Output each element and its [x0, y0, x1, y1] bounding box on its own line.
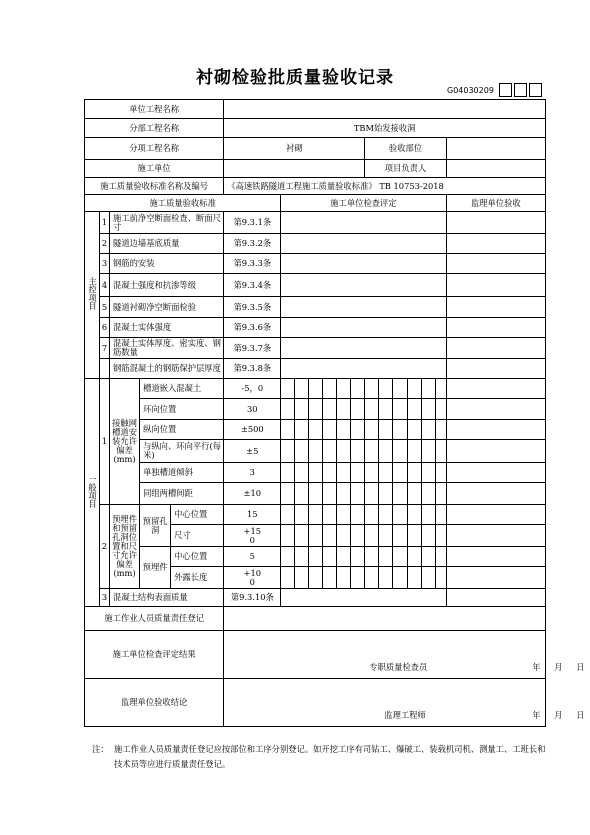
eval-cell[interactable] — [351, 547, 365, 567]
catenary-row-name: 纵向位置 — [140, 420, 224, 440]
form-code: G04030209 — [447, 86, 494, 95]
eval-cell[interactable] — [323, 483, 337, 505]
contractor-eval-label: 施工单位检查评定结果 — [85, 631, 224, 679]
eval-cell[interactable] — [393, 505, 407, 525]
eval-cell[interactable] — [421, 567, 435, 589]
code-box-2[interactable] — [514, 83, 527, 97]
embedded-row-name: 外露长度 — [171, 567, 224, 589]
eval-cell[interactable] — [421, 525, 435, 547]
eval-cell[interactable] — [421, 440, 435, 463]
main-item-ref: 第9.3.1条 — [224, 212, 281, 234]
main-item-name: 施工前净空断面检查、断面尺寸 — [110, 212, 224, 234]
eval-cell[interactable] — [393, 420, 407, 440]
main-item-accept[interactable] — [446, 274, 545, 297]
eval-cell[interactable] — [365, 420, 379, 440]
main-item-eval[interactable] — [281, 274, 446, 297]
main-item-ref: 第9.3.3条 — [224, 254, 281, 274]
main-item-eval[interactable] — [281, 254, 446, 274]
eval-cell[interactable] — [351, 399, 365, 420]
eval-cell[interactable] — [379, 547, 393, 567]
eval-cell[interactable] — [295, 463, 309, 483]
day-label: 日 — [576, 710, 585, 720]
eval-cell[interactable] — [421, 399, 435, 420]
main-item-accept[interactable] — [446, 338, 545, 359]
main-item-eval[interactable] — [281, 212, 446, 234]
month-label: 月 — [554, 662, 563, 672]
eval-cell[interactable] — [379, 420, 393, 440]
eval-cell[interactable] — [407, 547, 421, 567]
main-item-accept[interactable] — [446, 234, 545, 254]
eval-cell[interactable] — [435, 525, 446, 547]
main-item-name: 混凝土强度和抗渗等级 — [110, 274, 224, 297]
main-item-eval[interactable] — [281, 297, 446, 318]
construction-unit-label: 施工单位 — [85, 160, 224, 178]
embedded-row-name: 尺寸 — [171, 525, 224, 547]
code-box-3[interactable] — [529, 83, 542, 97]
footnote — [92, 742, 552, 772]
eval-cell[interactable] — [407, 463, 421, 483]
eval-cell[interactable] — [295, 420, 309, 440]
unit-project-label: 单位工程名称 — [85, 100, 224, 119]
eval-cell[interactable] — [379, 440, 393, 463]
accept-cell[interactable] — [446, 420, 545, 440]
embedded-parts-label: 预埋件和预留孔洞位置和尺寸允许偏差(mm) — [110, 505, 140, 589]
eval-cell[interactable] — [309, 567, 323, 589]
eval-cell[interactable] — [365, 567, 379, 589]
main-item-name: 钢筋的安装 — [110, 254, 224, 274]
embedded-part-label: 预埋件 — [140, 547, 171, 589]
eval-cell[interactable] — [379, 399, 393, 420]
eval-cell[interactable] — [393, 379, 407, 399]
main-item-no: 5 — [100, 297, 110, 318]
eval-cell[interactable] — [435, 440, 446, 463]
eval-cell[interactable] — [295, 547, 309, 567]
eval-cell[interactable] — [435, 379, 446, 399]
eval-cell[interactable] — [365, 525, 379, 547]
catenary-slot-label: 接触网槽道安装允许偏差(mm) — [110, 379, 140, 505]
eval-cell[interactable] — [309, 420, 323, 440]
main-item-ref: 第9.3.7条 — [224, 338, 281, 359]
accept-cell[interactable] — [446, 463, 545, 483]
main-item-name: 钢筋混凝土的钢筋保护层厚度 — [110, 359, 224, 379]
eval-cell[interactable] — [393, 399, 407, 420]
main-item-accept[interactable] — [446, 212, 545, 234]
eval-cell[interactable] — [281, 547, 295, 567]
main-item-eval[interactable] — [281, 318, 446, 338]
catenary-row-name: 与纵向、环向平行(每米) — [140, 440, 224, 463]
inspector-label: 专职质量检查员 — [369, 662, 428, 672]
main-item-eval[interactable] — [281, 234, 446, 254]
eval-cell[interactable] — [435, 505, 446, 525]
catenary-row-value: 3 — [224, 463, 281, 483]
construction-unit-value[interactable] — [224, 160, 365, 178]
eval-cell[interactable] — [351, 379, 365, 399]
eval-cell[interactable] — [337, 547, 351, 567]
eval-cell[interactable] — [281, 399, 295, 420]
eval-cell[interactable] — [379, 463, 393, 483]
eval-cell[interactable] — [351, 483, 365, 505]
eval-cell[interactable] — [365, 547, 379, 567]
eval-cell[interactable] — [337, 483, 351, 505]
main-item-name: 混凝土实体强度 — [110, 318, 224, 338]
eval-cell[interactable] — [295, 505, 309, 525]
catenary-row-name: 环向位置 — [140, 399, 224, 420]
eval-cell[interactable] — [337, 505, 351, 525]
main-item-accept[interactable] — [446, 254, 545, 274]
main-item-name: 隧道衬砌净空断面检验 — [110, 297, 224, 318]
general-item3-ref: 第9.3.10条 — [224, 589, 281, 607]
eval-cell[interactable] — [351, 463, 365, 483]
eval-cell[interactable] — [379, 567, 393, 589]
eval-cell[interactable] — [337, 463, 351, 483]
footnote-label: 注： — [92, 744, 109, 754]
eval-cell[interactable] — [365, 379, 379, 399]
main-item-no: 6 — [100, 318, 110, 338]
catenary-row-value: ±500 — [224, 420, 281, 440]
eval-cell[interactable] — [309, 379, 323, 399]
eval-cell[interactable] — [379, 525, 393, 547]
eval-cell[interactable] — [323, 399, 337, 420]
eval-cell[interactable] — [379, 505, 393, 525]
eval-cell[interactable] — [365, 399, 379, 420]
eval-cell[interactable] — [407, 420, 421, 440]
accept-cell[interactable] — [446, 483, 545, 505]
standard-label: 施工质量验收标准名称及编号 — [85, 178, 224, 195]
main-item-no — [100, 359, 110, 379]
unit-project-value[interactable] — [224, 100, 546, 119]
eval-cell[interactable] — [435, 547, 446, 567]
embedded-row-name: 中心位置 — [171, 505, 224, 525]
col-standard-header: 施工质量验收标准 — [85, 195, 281, 212]
eval-cell[interactable] — [435, 567, 446, 589]
eval-cell[interactable] — [407, 567, 421, 589]
worker-registration-label: 施工作业人员质量责任登记 — [85, 607, 224, 631]
contractor-eval-value[interactable] — [224, 631, 585, 679]
eval-cell[interactable] — [435, 483, 446, 505]
form-title: 衬砌检验批质量验收记录 — [196, 68, 394, 88]
eval-cell[interactable] — [365, 463, 379, 483]
footnote-text: 施工作业人员质量责任登记应按部位和工序分别登记。如开挖工序有司钻工、爆破工、装载机司机、测量工、工班长和技术员等应进行质量责任登记。 — [114, 744, 546, 769]
eval-cell[interactable] — [309, 525, 323, 547]
catenary-row-value: -5，0 — [224, 379, 281, 399]
acceptance-part-label: 验收部位 — [365, 138, 446, 160]
catenary-row-name: 单独槽道倾斜 — [140, 463, 224, 483]
accept-cell[interactable] — [446, 567, 545, 589]
main-item-no: 7 — [100, 338, 110, 359]
subpart-project-label: 分部工程名称 — [85, 119, 224, 138]
acceptance-part-value[interactable] — [446, 138, 545, 160]
year-label: 年 — [532, 662, 541, 672]
accept-cell[interactable] — [446, 379, 545, 399]
day-label: 日 — [576, 662, 585, 672]
eval-cell[interactable] — [323, 505, 337, 525]
general-item3-eval[interactable] — [281, 589, 446, 607]
eval-cell[interactable] — [323, 463, 337, 483]
eval-cell[interactable] — [323, 420, 337, 440]
eval-cell[interactable] — [337, 525, 351, 547]
eval-cell[interactable] — [281, 463, 295, 483]
accept-cell[interactable] — [446, 440, 545, 463]
eval-cell[interactable] — [407, 440, 421, 463]
eval-cell[interactable] — [281, 483, 295, 505]
eval-cell[interactable] — [407, 505, 421, 525]
eval-cell[interactable] — [337, 379, 351, 399]
main-item-no: 1 — [100, 212, 110, 234]
eval-cell[interactable] — [309, 547, 323, 567]
eval-cell[interactable] — [337, 399, 351, 420]
eval-cell[interactable] — [323, 440, 337, 463]
main-item-ref: 第9.3.8条 — [224, 359, 281, 379]
project-manager-value[interactable] — [446, 160, 545, 178]
eval-cell[interactable] — [407, 483, 421, 505]
eval-cell[interactable] — [351, 420, 365, 440]
eval-cell[interactable] — [351, 440, 365, 463]
eval-cell[interactable] — [323, 379, 337, 399]
general-group2-no: 2 — [100, 505, 110, 589]
eval-cell[interactable] — [281, 440, 295, 463]
eval-cell[interactable] — [281, 525, 295, 547]
general-label: 一般项目 — [85, 379, 100, 607]
eval-cell[interactable] — [365, 440, 379, 463]
eval-cell[interactable] — [309, 505, 323, 525]
eval-cell[interactable] — [393, 440, 407, 463]
eval-cell[interactable] — [337, 440, 351, 463]
eval-cell[interactable] — [323, 567, 337, 589]
eval-cell[interactable] — [309, 440, 323, 463]
catenary-row-name: 槽道嵌入混凝土 — [140, 379, 224, 399]
eval-cell[interactable] — [281, 567, 295, 589]
eval-cell[interactable] — [393, 463, 407, 483]
eval-cell[interactable] — [281, 505, 295, 525]
general-group1-no: 1 — [100, 379, 110, 505]
eval-cell[interactable] — [351, 567, 365, 589]
eval-cell[interactable] — [421, 505, 435, 525]
eval-cell[interactable] — [421, 547, 435, 567]
accept-cell[interactable] — [446, 399, 545, 420]
main-item-eval[interactable] — [281, 359, 446, 379]
subitem-project-value[interactable]: 衬砌 — [224, 138, 365, 160]
eval-cell[interactable] — [295, 440, 309, 463]
eval-cell[interactable] — [421, 463, 435, 483]
main-item-name: 隧道边墙基底质量 — [110, 234, 224, 254]
eval-cell[interactable] — [393, 483, 407, 505]
project-manager-label: 项目负责人 — [365, 160, 446, 178]
accept-cell[interactable] — [446, 505, 545, 525]
eval-cell[interactable] — [309, 463, 323, 483]
catenary-row-value: ±5 — [224, 440, 281, 463]
month-label: 月 — [554, 710, 563, 720]
eval-cell[interactable] — [393, 525, 407, 547]
worker-registration-value[interactable] — [224, 607, 546, 631]
eval-cell[interactable] — [295, 399, 309, 420]
eval-cell[interactable] — [407, 379, 421, 399]
eval-cell[interactable] — [295, 525, 309, 547]
acceptance-table — [84, 99, 585, 727]
eval-cell[interactable] — [351, 525, 365, 547]
eval-cell[interactable] — [309, 483, 323, 505]
eval-cell[interactable] — [323, 525, 337, 547]
eval-cell[interactable] — [407, 399, 421, 420]
eval-cell[interactable] — [351, 505, 365, 525]
main-item-ref: 第9.3.5条 — [224, 297, 281, 318]
eval-cell[interactable] — [421, 483, 435, 505]
code-box-1[interactable] — [499, 83, 512, 97]
eval-cell[interactable] — [309, 399, 323, 420]
accept-cell[interactable] — [446, 547, 545, 567]
accept-cell[interactable] — [446, 525, 545, 547]
eval-cell[interactable] — [421, 379, 435, 399]
embedded-row-value: +10 0 — [224, 567, 281, 589]
general-item3-name: 混凝土结构表面质量 — [110, 589, 224, 607]
main-item-ref: 第9.3.4条 — [224, 274, 281, 297]
year-label: 年 — [532, 710, 541, 720]
col-supervisor-header: 监理单位验收 — [446, 195, 545, 212]
main-item-ref: 第9.3.6条 — [224, 318, 281, 338]
eval-cell[interactable] — [435, 420, 446, 440]
reserved-hole-label: 预留孔洞 — [140, 505, 171, 547]
catenary-row-name: 同组两槽间距 — [140, 483, 224, 505]
eval-cell[interactable] — [407, 525, 421, 547]
embedded-row-value: 5 — [224, 547, 281, 567]
main-item-name: 混凝土实体厚度、密实度、钢筋数量 — [110, 338, 224, 359]
embedded-row-value: 15 — [224, 505, 281, 525]
main-item-ref: 第9.3.2条 — [224, 234, 281, 254]
eval-cell[interactable] — [295, 483, 309, 505]
main-item-accept[interactable] — [446, 318, 545, 338]
eval-cell[interactable] — [393, 547, 407, 567]
main-control-label: 主控项目 — [85, 212, 100, 379]
eval-cell[interactable] — [323, 547, 337, 567]
eval-cell[interactable] — [337, 567, 351, 589]
main-item-no: 3 — [100, 254, 110, 274]
embedded-row-value: +15 0 — [224, 525, 281, 547]
general-item3-accept[interactable] — [446, 589, 545, 607]
catenary-row-value: ±10 — [224, 483, 281, 505]
main-item-eval[interactable] — [281, 338, 446, 359]
main-item-accept[interactable] — [446, 359, 545, 379]
subpart-project-value[interactable]: TBM始发接收洞 — [224, 119, 546, 138]
eval-cell[interactable] — [379, 379, 393, 399]
supervisor-conclusion-label: 监理单位验收结论 — [85, 679, 224, 727]
eval-cell[interactable] — [281, 420, 295, 440]
eval-cell[interactable] — [365, 483, 379, 505]
embedded-row-name: 中心位置 — [171, 547, 224, 567]
col-contractor-header: 施工单位检查评定 — [281, 195, 446, 212]
main-item-no: 2 — [100, 234, 110, 254]
general-item3-no: 3 — [100, 589, 110, 607]
eval-cell[interactable] — [435, 463, 446, 483]
main-item-no: 4 — [100, 274, 110, 297]
standard-value: 《高速铁路隧道工程施工质量验收标准》 TB 10753-2018 — [224, 178, 546, 195]
eval-cell[interactable] — [379, 483, 393, 505]
eval-cell[interactable] — [295, 379, 309, 399]
eval-cell[interactable] — [421, 420, 435, 440]
eval-cell[interactable] — [281, 379, 295, 399]
supervisor-conclusion-value[interactable] — [224, 679, 585, 727]
catenary-row-value: 30 — [224, 399, 281, 420]
engineer-label: 监理工程师 — [384, 710, 426, 720]
eval-cell[interactable] — [337, 420, 351, 440]
main-item-accept[interactable] — [446, 297, 545, 318]
subitem-project-label: 分项工程名称 — [85, 138, 224, 160]
eval-cell[interactable] — [365, 505, 379, 525]
eval-cell[interactable] — [393, 567, 407, 589]
eval-cell[interactable] — [295, 567, 309, 589]
eval-cell[interactable] — [435, 399, 446, 420]
